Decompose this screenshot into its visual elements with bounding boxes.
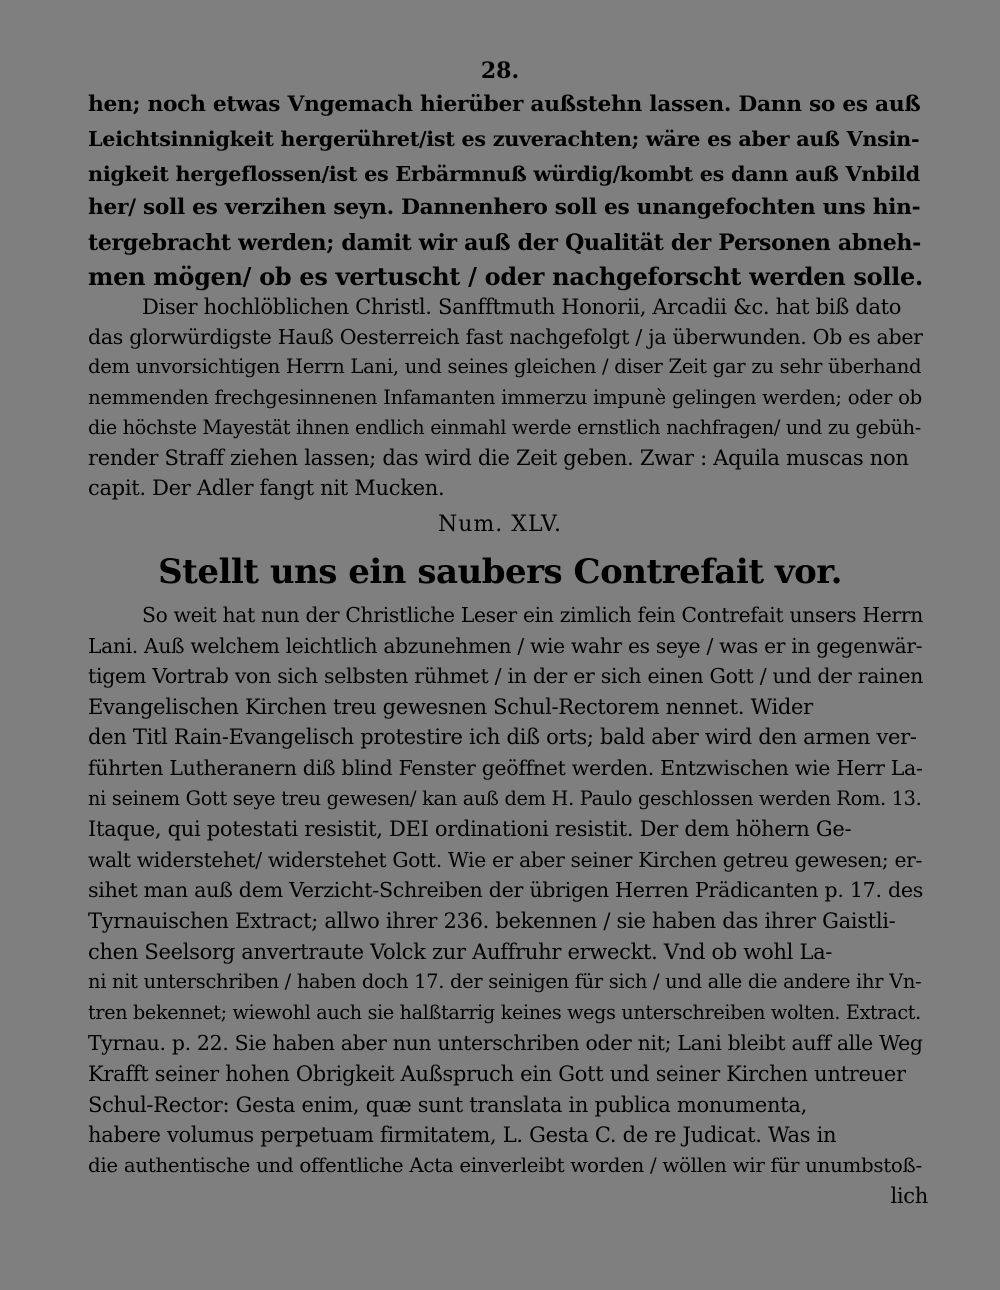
text-line: Tyrnauischen Extract; allwo ihrer 236. bekennen / sie haben das ihrer Gaistli- [88, 908, 896, 933]
text-line: capit. Der Adler fangt nit Mucken. [88, 476, 445, 501]
text-line: chen Seelsorg anvertraute Volck zur Auffruhr erweckt. Vnd ob wohl La- [88, 939, 833, 964]
text-line: habere volumus perpetuam firmitatem, L. Gesta C. de re Judicat. Was in [88, 1123, 837, 1148]
text-line: her/ soll es verzihen seyn. Dannenhero soll es unangefochten uns hin- [88, 195, 921, 221]
text-line: hen; noch etwas Vngemach hierüber außstehn lassen. Dann so es auß [88, 92, 921, 117]
text-line: dem unvorsichtigen Herrn Lani, und seines gleichen / diser Zeit gar zu sehr überhand [88, 355, 922, 379]
text-line: walt widerstehet/ widerstehet Gott. Wie er aber seiner Kirchen getreu gewesen; er- [88, 847, 923, 872]
text-line: tren bekennet; wiewohl auch sie halßtarrig keines wegs unterschreiben wolten. Extract. [88, 1000, 921, 1024]
text-line: tigem Vortrab von sich selbsten rühmet / in der er sich einen Gott / und der rainen [88, 664, 924, 689]
section-heading: Stellt uns ein saubers Contrefait vor. [158, 552, 842, 592]
text-line: Tyrnau. p. 22. Sie haben aber nun unterschriben oder nit; Lani bleibt auff alle Weg [88, 1031, 923, 1056]
text-line: Itaque, qui potestati resistit, DEI ordinationi resistit. Der dem höhern Ge- [88, 817, 852, 842]
text-line: die höchste Mayestät ihnen endlich einmahl werde ernstlich nachfragen/ und zu gebüh- [88, 415, 921, 439]
text-line: Diser hochlöblichen Christl. Sanfftmuth Honorii, Arcadii &c. hat biß dato [142, 295, 902, 319]
text-line: den Titl Rain-Evangelisch protestire ich diß orts; bald aber wird den armen ver- [88, 725, 917, 750]
text-line: men mögen/ ob es vertuscht / oder nachgeforscht werden solle. [88, 262, 923, 292]
opening-text-block [88, 88, 928, 294]
text-line: Schul-Rector: Gesta enim, quæ sunt translata in publica monumenta, [88, 1092, 807, 1117]
text-line: das glorwürdigste Hauß Oesterreich fast nachgefolgt / ja überwunden. Ob es aber [88, 325, 923, 350]
text-line: Krafft seiner hohen Obrigkeit Außspruch ein Gott und seiner Kirchen untreuer [88, 1061, 906, 1086]
text-line: sihet man auß dem Verzicht-Schreiben der übrigen Herren Prädicanten p. 17. des [88, 878, 924, 903]
text-line: führten Lutheranern diß blind Fenster geöffnet werden. Entzwischen wie Herr La- [88, 755, 923, 780]
paragraph-clemency [88, 292, 928, 503]
text-line: nemmenden frechgesinnenen Infamanten immerzu impunè gelingen werden; oder ob [88, 385, 923, 409]
text-line: render Straff ziehen lassen; das wird die Zeit geben. Zwar : Aquila muscas non [88, 446, 909, 471]
text-line: Evangelischen Kirchen treu gewesnen Schul-Rectorem nennet. Wider [88, 694, 813, 719]
text-line: ni nit unterschriben / haben doch 17. der seinigen für sich / und alle die andere ihr Vn- [88, 970, 922, 994]
text-line: die authentische und offentliche Acta einverleibt worden / wöllen wir für unumbstoß- [88, 1153, 922, 1177]
section-number: Num. XLV. [438, 512, 562, 537]
catchword: lich [890, 1184, 928, 1209]
text-line: Leichtsinnigkeit hergerühret/ist es zuverachten; wäre es aber auß Vnsin- [88, 126, 920, 152]
text-line: tergebracht werden; damit wir auß der Qualität der Personen abneh- [88, 229, 921, 256]
text-line: nigkeit hergeflossen/ist es Erbärmnuß würdig/kombt es dann auß Vnbild [88, 160, 920, 186]
body-text-block [88, 600, 928, 1212]
text-line: So weit hat nun der Christliche Leser ein zimlich fein Contrefait unsers Herrn [142, 603, 923, 627]
page-number: 28. [480, 58, 520, 84]
text-line: Lani. Auß welchem leichtlich abzunehmen / wie wahr es seye / was er in gegenwär- [88, 633, 923, 658]
text-line: ni seinem Gott seye treu gewesen/ kan auß dem H. Paulo geschlossen werden Rom. 13. [88, 786, 922, 810]
